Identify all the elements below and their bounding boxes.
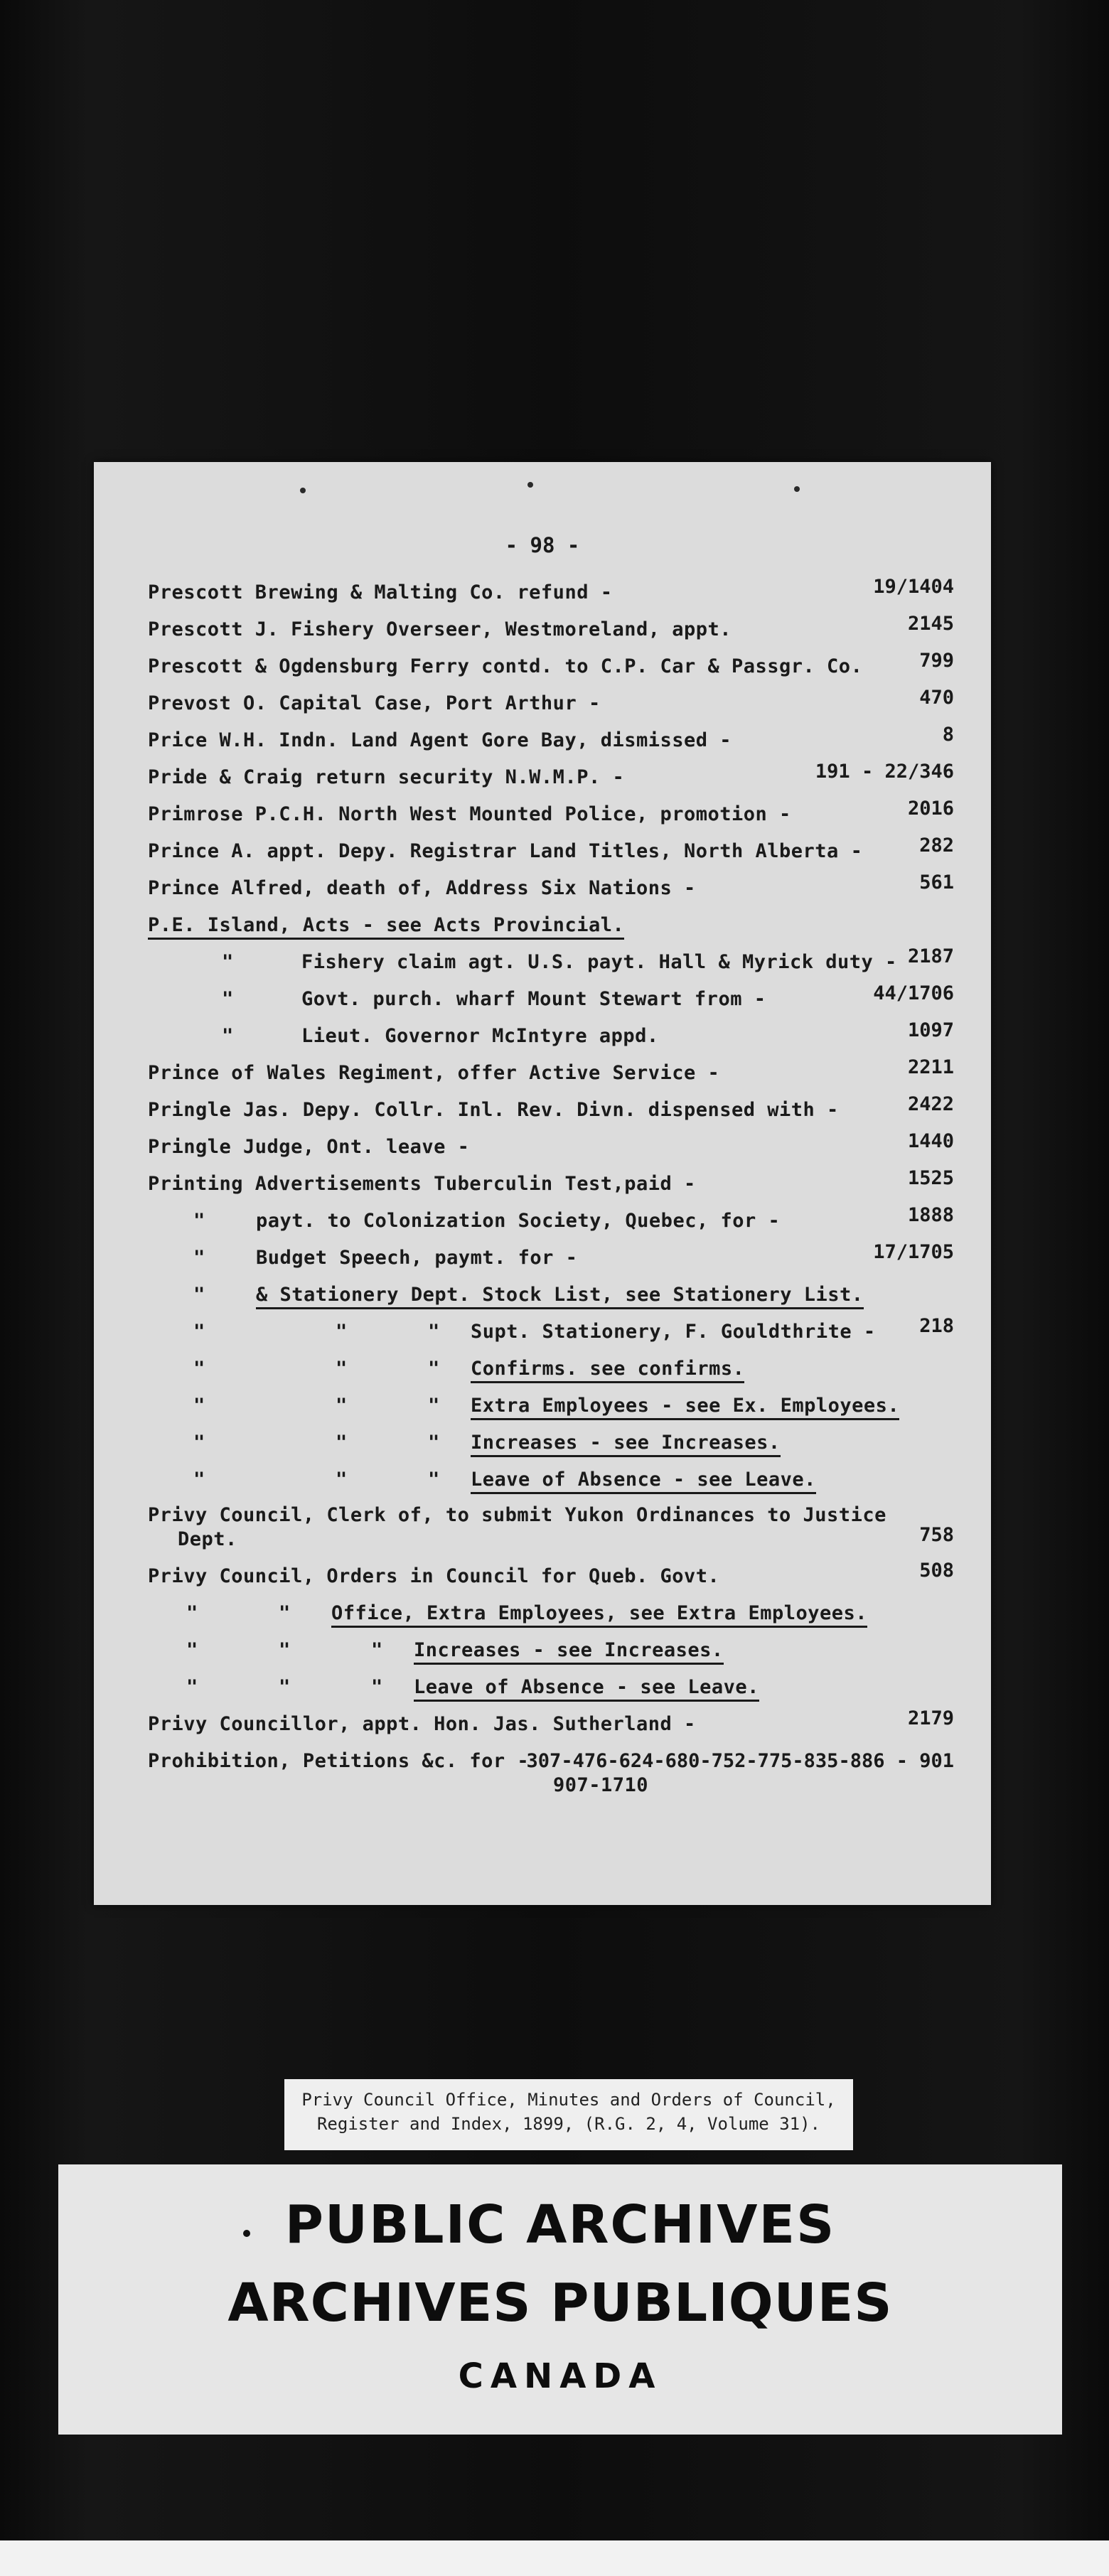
film-speck xyxy=(794,486,800,492)
index-entry: Fishery claim agt. U.S. payt. Hall & Myrick duty - xyxy=(301,951,897,973)
ditto-mark: " xyxy=(222,1025,234,1047)
stamp-title-french: ARCHIVES PUBLIQUES xyxy=(227,2272,893,2334)
index-entry: Primrose P.C.H. North West Mounted Police, promotion - xyxy=(148,803,791,825)
cross-reference-entry: Extra Employees - see Ex. Employees. xyxy=(471,1395,899,1420)
entry-reference-continuation: 907-1710 xyxy=(553,1774,649,1796)
index-entry: Privy Council, Orders in Council for Queb. Govt. xyxy=(148,1565,720,1587)
entry-reference: 561 xyxy=(919,871,954,893)
entry-reference: 2179 xyxy=(907,1707,954,1729)
ditto-mark: " xyxy=(186,1639,198,1661)
entry-reference: 758 xyxy=(919,1524,954,1546)
entry-reference: 17/1705 xyxy=(873,1241,954,1263)
index-entry: Pride & Craig return security N.W.M.P. - xyxy=(148,766,625,788)
caption-line: Privy Council Office, Minutes and Orders of Council, xyxy=(301,2090,836,2110)
index-entry-continuation: Dept. xyxy=(178,1528,237,1550)
ditto-mark: " xyxy=(336,1469,348,1491)
ditto-mark: " xyxy=(371,1676,383,1698)
entry-reference: 2422 xyxy=(907,1093,954,1115)
ditto-mark: " xyxy=(279,1602,291,1624)
ditto-mark: " xyxy=(428,1432,440,1454)
ditto-mark: " xyxy=(428,1321,440,1343)
entry-reference: 470 xyxy=(919,687,954,709)
ditto-mark: " xyxy=(193,1247,205,1269)
index-entry: Prescott & Ogdensburg Ferry contd. to C.P. Car & Passgr. Co. xyxy=(148,655,863,677)
ditto-mark: " xyxy=(336,1432,348,1454)
ditto-mark: " xyxy=(336,1321,348,1343)
index-entry: payt. to Colonization Society, Quebec, for - xyxy=(256,1210,781,1232)
page-number: - 98 - xyxy=(505,533,580,557)
microfilm-caption xyxy=(284,2079,853,2150)
entry-reference: 2016 xyxy=(907,798,954,820)
ditto-mark: " xyxy=(336,1395,348,1417)
index-entry: Govt. purch. wharf Mount Stewart from - xyxy=(301,988,766,1010)
ditto-mark: " xyxy=(193,1284,205,1306)
ditto-mark: " xyxy=(193,1210,205,1232)
index-entry: Prevost O. Capital Case, Port Arthur - xyxy=(148,692,601,714)
film-bottom-strip xyxy=(0,2540,1109,2576)
ditto-mark: " xyxy=(222,988,234,1010)
entry-reference: 508 xyxy=(919,1560,954,1582)
entry-reference: 218 xyxy=(919,1315,954,1337)
entry-reference: 307-476-624-680-752-775-835-886 - 901 xyxy=(526,1750,954,1772)
index-entry: Pringle Jas. Depy. Collr. Inl. Rev. Divn. dispensed with - xyxy=(148,1099,839,1121)
ditto-mark: " xyxy=(193,1432,205,1454)
entry-reference: 282 xyxy=(919,834,954,857)
index-page xyxy=(94,462,991,1905)
ditto-mark: " xyxy=(222,951,234,973)
cross-reference-entry: Leave of Absence - see Leave. xyxy=(471,1469,816,1494)
ditto-mark: " xyxy=(186,1602,198,1624)
entry-reference: 1888 xyxy=(907,1204,954,1226)
ditto-mark: " xyxy=(336,1358,348,1380)
ditto-mark: " xyxy=(193,1395,205,1417)
entry-reference: 2187 xyxy=(907,945,954,967)
film-speck xyxy=(527,482,533,488)
index-entry: Prescott J. Fishery Overseer, Westmoreland, appt. xyxy=(148,618,732,640)
cross-reference-entry: Confirms. see confirms. xyxy=(471,1358,744,1383)
entry-reference: 1097 xyxy=(907,1019,954,1041)
ditto-mark: " xyxy=(193,1321,205,1343)
entry-reference: 1525 xyxy=(907,1167,954,1189)
index-entry: Prohibition, Petitions &c. for - xyxy=(148,1750,530,1772)
stamp-title-english: PUBLIC ARCHIVES xyxy=(284,2194,836,2255)
ditto-mark: " xyxy=(193,1469,205,1491)
index-entry: Pringle Judge, Ont. leave - xyxy=(148,1136,470,1158)
cross-reference-entry: P.E. Island, Acts - see Acts Provincial. xyxy=(148,914,624,940)
index-entry: Privy Councillor, appt. Hon. Jas. Sutherland - xyxy=(148,1713,696,1735)
entry-reference: 19/1404 xyxy=(873,576,954,598)
archives-stamp xyxy=(58,2164,1062,2435)
entry-reference: 2211 xyxy=(907,1056,954,1078)
cross-reference-entry: Leave of Absence - see Leave. xyxy=(414,1676,759,1702)
ditto-mark: " xyxy=(428,1395,440,1417)
ditto-mark: " xyxy=(428,1358,440,1380)
entry-reference: 2145 xyxy=(907,613,954,635)
cross-reference-entry: Increases - see Increases. xyxy=(414,1639,724,1665)
stamp-country: CANADA xyxy=(458,2356,663,2396)
ditto-mark: " xyxy=(371,1639,383,1661)
cross-reference-entry: Increases - see Increases. xyxy=(471,1432,781,1457)
entry-reference: 44/1706 xyxy=(873,982,954,1004)
index-entry: Prince Alfred, death of, Address Six Nations - xyxy=(148,877,696,899)
ditto-mark: " xyxy=(193,1358,205,1380)
index-entry: Price W.H. Indn. Land Agent Gore Bay, dismissed - xyxy=(148,729,732,751)
ditto-mark: " xyxy=(279,1639,291,1661)
entry-reference: 191 - 22/346 xyxy=(815,761,954,783)
index-entry: Prince A. appt. Depy. Registrar Land Titles, North Alberta - xyxy=(148,840,863,862)
film-speck xyxy=(300,488,306,493)
cross-reference-entry: Office, Extra Employees, see Extra Employees. xyxy=(331,1602,867,1628)
index-entry: Printing Advertisements Tuberculin Test,paid - xyxy=(148,1173,696,1195)
index-entry: Prescott Brewing & Malting Co. refund - xyxy=(148,581,613,603)
index-entry: Privy Council, Clerk of, to submit Yukon Ordinances to Justice xyxy=(148,1504,886,1526)
ditto-mark: " xyxy=(279,1676,291,1698)
ditto-mark: " xyxy=(428,1469,440,1491)
entry-reference: 1440 xyxy=(907,1130,954,1152)
ditto-mark: " xyxy=(186,1676,198,1698)
index-entry: Lieut. Governor McIntyre appd. xyxy=(301,1025,659,1047)
cross-reference-entry: & Stationery Dept. Stock List, see Stationery List. xyxy=(256,1284,864,1309)
entry-reference: 8 xyxy=(942,724,954,746)
index-entry: Supt. Stationery, F. Gouldthrite - xyxy=(471,1321,876,1343)
entry-reference: 799 xyxy=(919,650,954,672)
index-entry: Budget Speech, paymt. for - xyxy=(256,1247,578,1269)
caption-line: Register and Index, 1899, (R.G. 2, 4, Volume 31). xyxy=(316,2114,820,2134)
index-entry: Prince of Wales Regiment, offer Active Service - xyxy=(148,1062,720,1084)
